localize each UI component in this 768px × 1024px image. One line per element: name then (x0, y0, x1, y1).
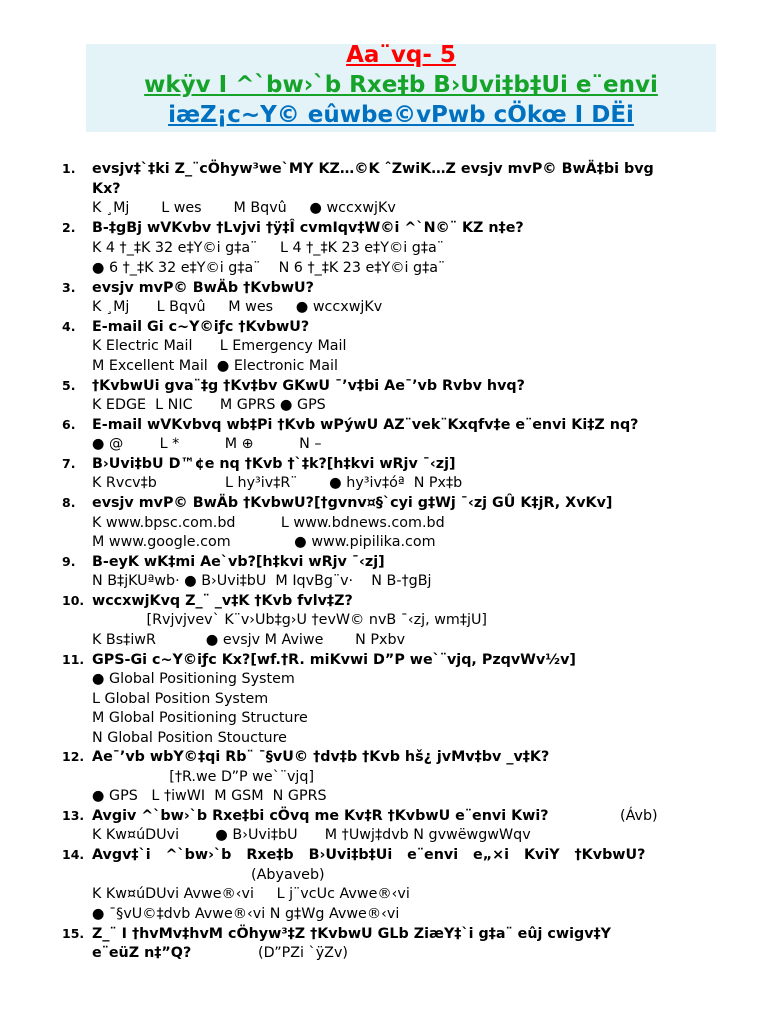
chapter-subtitle: wkÿv I ^`bw›`b Rxe‡b B›Uvi‡b‡Ui e¨envi (144, 72, 658, 98)
answer-options: N B‡jKUªwb· ● B›Uvi‡bU M IqvBg¨v· N B-†gBj (92, 573, 432, 589)
question-tag: (Abyaveb) (92, 867, 325, 883)
answer-option: ● Global Positioning System (92, 671, 295, 687)
chapter-subtitle-2: iæZ¡c~Y© eûwbe©vPwb cÖkœ I DËi (168, 102, 634, 128)
answer-options: K ¸Mj L wes M Bqvû ● wccxwjKv (92, 200, 396, 216)
question-number: 7. (62, 456, 76, 471)
question-number: 6. (62, 417, 76, 432)
question-number: 3. (62, 280, 76, 295)
answer-options: K ¸Mj L Bqvû M wes ● wccxwjKv (92, 299, 383, 315)
question-number: 14. (62, 847, 85, 862)
answer-options: K EDGE L NIC M GPRS ● GPS (92, 397, 326, 413)
question-text: evsjv mvP© BwÄb †KvbwU? (92, 280, 314, 296)
question-text: Ae¯’vb wbY©‡qi Rb¨ ¯§vU© †dv‡b †Kvb hš¿ jvMv‡bv _v‡K? (92, 749, 550, 765)
answer-options: ● ¯§vU©‡dvb Avwe®‹vi N g‡Wg Avwe®‹vi (92, 906, 400, 922)
answer-option: L Global Position System (92, 691, 269, 707)
answer-options: K 4 †_‡K 32 e‡Y©i g‡a¨ L 4 †_‡K 23 e‡Y©i g‡a¨ (92, 240, 444, 256)
question-text: GPS-Gi c~Y©iƒc Kx?[wf.†R. miKvwi D”P we`¨vjq, PzqvWv½v] (92, 652, 576, 668)
question-number: 11. (62, 652, 85, 667)
answer-options: K Bs‡iwR ● evsjv M Aviwe N Pxbv (92, 632, 406, 648)
question-text: E-mail Gi c~Y©iƒc †KvbwU? (92, 319, 310, 335)
answer-options: ● 6 †_‡K 32 e‡Y©i g‡a¨ N 6 †_‡K 23 e‡Y©i g‡a¨ (92, 260, 446, 276)
answer-options: K Kw¤úDUvi Avwe®‹vi L j¨vcUc Avwe®‹vi (92, 886, 410, 902)
question-number: 1. (62, 161, 76, 176)
answer-options: K Kw¤úDUvi ● B›Uvi‡bU M †Uwj‡dvb N gvwëwgwWqv (92, 827, 531, 843)
answer-option: M Global Positioning Structure (92, 710, 308, 726)
question-text: B-‡gBj wVKvbv †Lvjvi †ÿ‡Î cvmIqv‡W©i ^`N©¨ KZ n‡e? (92, 220, 524, 236)
question-number: 12. (62, 749, 85, 764)
question-text: Kx? (92, 181, 121, 197)
answer-options: ● @ L * M ⊕ N – (92, 436, 322, 452)
question-text: e¨eüZ n‡”Q? (92, 945, 192, 961)
question-number: 15. (62, 926, 85, 941)
question-text: evsjv‡`‡ki Z_¨cÖhyw³we`MY KZ…©K ˆZwiK…Z evsjv mvP© BwÄ‡bi bvg (92, 161, 654, 177)
question-number: 5. (62, 378, 76, 393)
question-text: evsjv mvP© BwÄb †KvbwU?[†gvnv¤§`cyi g‡Wj ¯‹zj GÛ K‡jR, XvKv] (92, 495, 613, 511)
answer-options: M Excellent Mail ● Electronic Mail (92, 358, 338, 374)
chapter-title: Aa¨vq- 5 (346, 42, 456, 68)
question-number: 13. (62, 808, 85, 823)
question-number: 2. (62, 220, 76, 235)
answer-options: K www.bpsc.com.bd L www.bdnews.com.bd (92, 515, 445, 531)
question-source: [Rvjvjvev` K¨v›Ub‡g›U †evW© nvB ¯‹zj, wm‡jU] (92, 612, 487, 628)
question-number: 9. (62, 554, 76, 569)
question-text: B-eyK wK‡mi Ae`vb?[h‡kvi wRjv ¯‹zj] (92, 554, 385, 570)
question-text: Avgv‡`i ^`bw›`b Rxe‡b B›Uvi‡b‡Ui e¨envi e„×i KviY †KvbwU? (92, 847, 646, 863)
answer-options: ● GPS L †iwWI M GSM N GPRS (92, 788, 327, 804)
question-text: B›Uvi‡bU D™¢e nq †Kvb †`‡k?[h‡kvi wRjv ¯‹zj] (92, 456, 456, 472)
question-number: 8. (62, 495, 76, 510)
question-number: 10. (62, 593, 85, 608)
question-text: †KvbwUi gva¨‡g †Kv‡bv GKwU ¯’v‡bi Ae¯’vb Rvbv hvq? (92, 378, 525, 394)
answer-options: K Rvcv‡b L hy³iv‡R¨ ● hy³iv‡óª N Px‡b (92, 475, 463, 491)
answer-options: M www.google.com ● www.pipilika.com (92, 534, 436, 550)
question-text: E-mail wVKvbvq wb‡Pi †Kvb wPýwU AZ¨vek¨Kxqfv‡e e¨envi Ki‡Z nq? (92, 417, 639, 433)
question-number: 4. (62, 319, 76, 334)
answer-option: N Global Position Stoucture (92, 730, 287, 746)
question-text: Avgiv ^`bw›`b Rxe‡bi cÖvq me Kv‡R †KvbwU e¨envi Kwi? (92, 808, 549, 824)
question-text: wccxwjKvq Z_¨ _v‡K †Kvb fvlv‡Z? (92, 593, 353, 609)
question-tag: (Ávb) (620, 808, 658, 824)
question-text: Z_¨ I †hvMv‡hvM cÖhyw³‡Z †KvbwU GLb ZiæY‡`i g‡a¨ eûj cwigv‡Y (92, 926, 612, 942)
question-tag: (D”PZi `ÿZv) (258, 945, 348, 961)
question-source: [†R.we D”P we`¨vjq] (92, 769, 315, 785)
answer-options: K Electric Mail L Emergency Mail (92, 338, 347, 354)
